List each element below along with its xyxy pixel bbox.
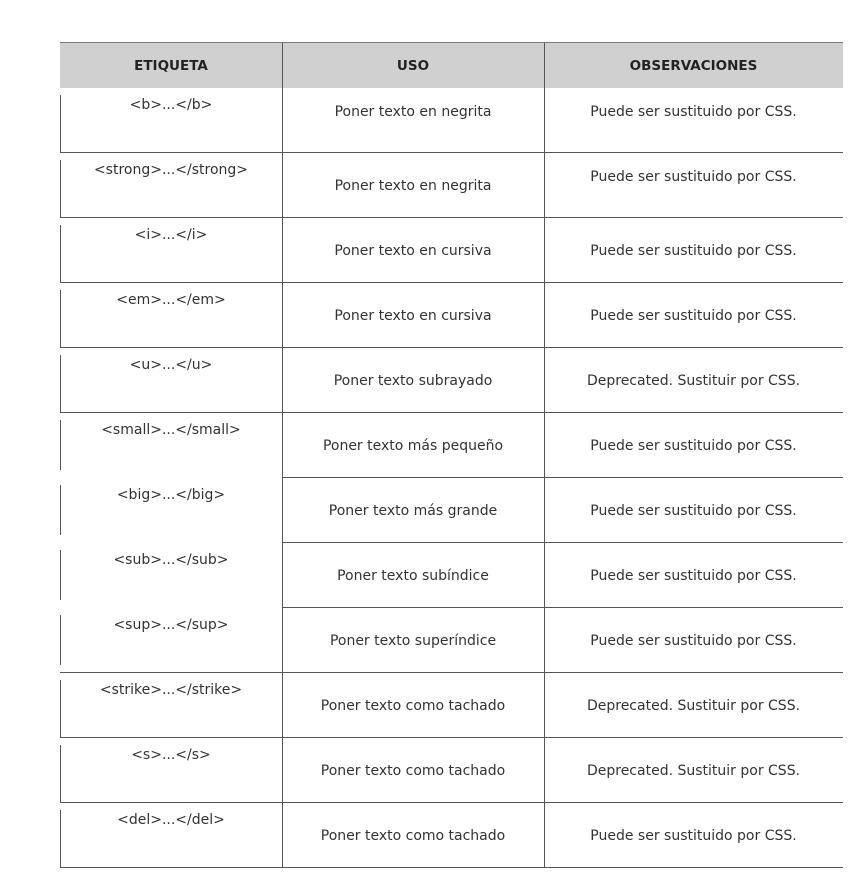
tag-cell: <em>...</em> <box>116 292 226 308</box>
note-cell: Puede ser sustituido por CSS. <box>590 632 797 649</box>
table-left-border <box>60 420 61 470</box>
header-observaciones: OBSERVACIONES <box>629 57 758 74</box>
use-cell: Poner texto en cursiva <box>334 307 492 324</box>
use-cell: Poner texto como tachado <box>320 697 506 714</box>
tag-cell: <sub>...</sub> <box>113 552 229 568</box>
use-cell: Poner texto más grande <box>328 502 498 519</box>
row-divider <box>60 867 843 868</box>
column-divider <box>282 413 283 478</box>
column-divider <box>282 738 283 803</box>
column-divider <box>544 673 545 738</box>
column-divider <box>544 543 545 608</box>
table-row <box>60 153 843 218</box>
note-cell: Puede ser sustituido por CSS. <box>590 567 797 584</box>
column-divider <box>282 348 283 413</box>
column-divider <box>544 738 545 803</box>
note-cell: Puede ser sustituido por CSS. <box>590 307 797 324</box>
header-uso: USO <box>396 57 430 74</box>
use-cell: Poner texto superíndice <box>329 632 497 649</box>
column-divider <box>544 608 545 673</box>
table-left-border <box>60 160 61 218</box>
table-left-border <box>60 290 61 348</box>
tag-cell: <del>...</del> <box>117 812 225 828</box>
use-cell: Poner texto subrayado <box>333 372 493 389</box>
table-left-border <box>60 615 61 665</box>
header-etiqueta: ETIQUETA <box>134 57 208 74</box>
use-cell: Poner texto en cursiva <box>334 242 492 259</box>
use-cell: Poner texto en negrita <box>334 104 492 120</box>
table-left-border <box>60 225 61 283</box>
table-left-border <box>60 745 61 803</box>
tag-cell: <sup>...</sup> <box>113 617 229 633</box>
column-divider <box>282 153 283 218</box>
table-row <box>60 478 843 543</box>
column-divider <box>544 283 545 348</box>
column-divider <box>282 803 283 868</box>
table-row <box>60 413 843 478</box>
note-cell: Puede ser sustituido por CSS. <box>590 242 797 259</box>
column-divider <box>544 218 545 283</box>
column-divider <box>282 608 283 673</box>
table-header-row <box>60 42 843 88</box>
table-row <box>60 348 843 413</box>
table-row <box>60 803 843 868</box>
column-divider <box>282 673 283 738</box>
table-row <box>60 608 843 673</box>
column-divider <box>282 43 283 88</box>
column-divider <box>282 478 283 543</box>
table-row <box>60 88 843 153</box>
tag-cell: <s>...</s> <box>131 747 211 763</box>
note-cell: Puede ser sustituido por CSS. <box>590 169 797 185</box>
column-divider <box>282 543 283 608</box>
tag-cell: <strike>...</strike> <box>99 682 243 698</box>
column-divider <box>282 88 283 153</box>
note-cell: Puede ser sustituido por CSS. <box>590 437 797 454</box>
column-divider <box>544 348 545 413</box>
tag-cell: <u>...</u> <box>129 357 213 373</box>
column-divider <box>544 88 545 153</box>
table-row <box>60 283 843 348</box>
use-cell: Poner texto subíndice <box>337 567 489 584</box>
note-cell: Deprecated. Sustituir por CSS. <box>586 762 801 779</box>
table-left-border <box>60 95 61 153</box>
table-left-border <box>60 355 61 413</box>
tag-cell: <strong>...</strong> <box>93 162 249 178</box>
note-cell: Puede ser sustituido por CSS. <box>590 104 797 120</box>
table-row <box>60 738 843 803</box>
note-cell: Deprecated. Sustituir por CSS. <box>586 372 801 389</box>
table-left-border <box>60 680 61 738</box>
table-row <box>60 218 843 283</box>
column-divider <box>544 153 545 218</box>
tag-cell: <b>...</b> <box>129 97 213 113</box>
tag-cell: <big>...</big> <box>116 487 226 503</box>
column-divider <box>544 43 545 88</box>
column-divider <box>544 413 545 478</box>
note-cell: Deprecated. Sustituir por CSS. <box>586 697 801 714</box>
use-cell: Poner texto más pequeño <box>322 437 504 454</box>
html-tags-table <box>60 42 843 868</box>
note-cell: Puede ser sustituido por CSS. <box>590 827 797 844</box>
column-divider <box>282 283 283 348</box>
table-row <box>60 673 843 738</box>
column-divider <box>544 478 545 543</box>
use-cell: Poner texto en negrita <box>334 177 492 194</box>
use-cell: Poner texto como tachado <box>320 827 506 844</box>
table-row <box>60 543 843 608</box>
table-left-border <box>60 485 61 535</box>
tag-cell: <i>...</i> <box>134 227 208 243</box>
note-cell: Puede ser sustituido por CSS. <box>590 502 797 519</box>
use-cell: Poner texto como tachado <box>320 762 506 779</box>
table-left-border <box>60 810 61 868</box>
tag-cell: <small>...</small> <box>101 422 241 438</box>
column-divider <box>282 218 283 283</box>
table-left-border <box>60 550 61 600</box>
column-divider <box>544 803 545 868</box>
